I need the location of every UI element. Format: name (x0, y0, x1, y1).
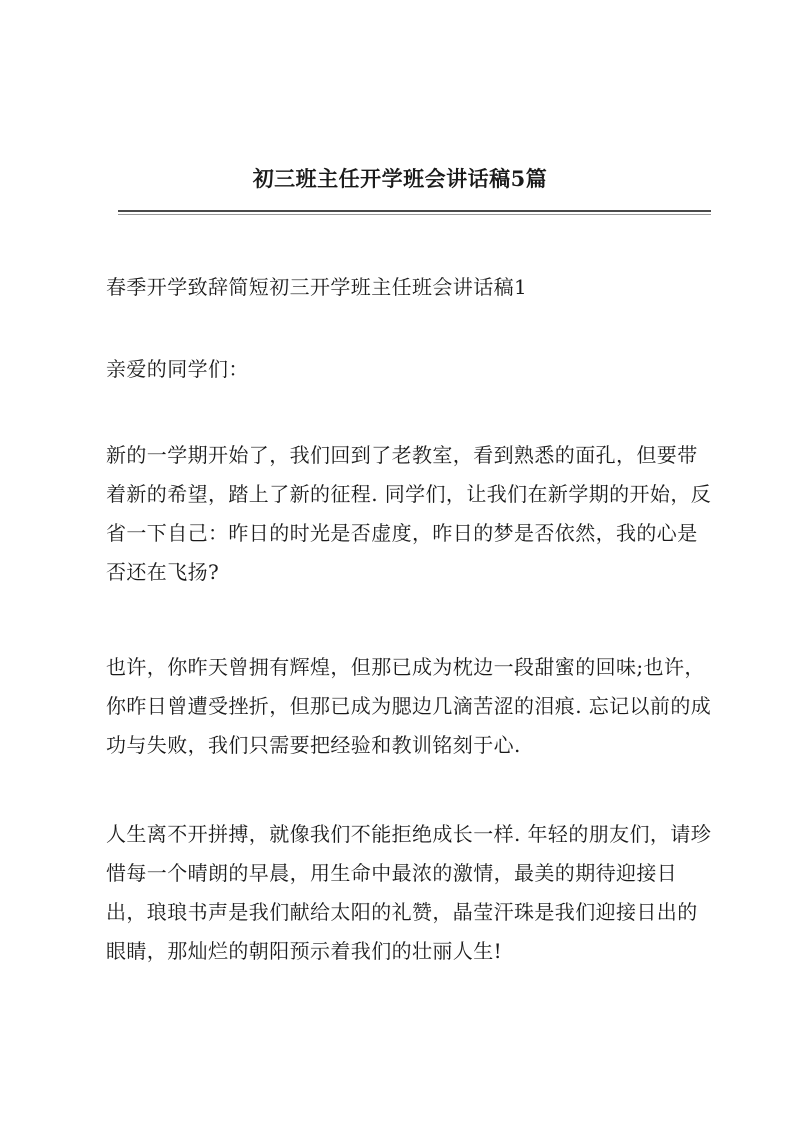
paragraph-1: 新的一学期开始了，我们回到了老教室，看到熟悉的面孔，但要带着新的希望，踏上了新的征程. 同学们，让我们在新学期的开始，反省一下自己：昨日的时光是否虚度，昨日的梦是否依然，我的心是否还在飞扬? (106, 443, 712, 584)
paragraph-2: 也许，你昨天曾拥有辉煌，但那已成为枕边一段甜蜜的回味;也许，你昨日曾遭受挫折，但那已成为腮边几滴苦涩的泪痕. 忘记以前的成功与失败，我们只需要把经验和教训铭刻于心. (106, 655, 712, 757)
paragraph-3: 人生离不开拼搏，就像我们不能拒绝成长一样. 年轻的朋友们，请珍惜每一个晴朗的早晨，用生命中最浓的激情，最美的期待迎接日出，琅琅书声是我们献给太阳的礼赞，晶莹汗珠是我们迎接日出的眼睛，那灿烂的朝阳预示着我们的壮丽人生! (106, 822, 712, 963)
greeting-line: 亲爱的同学们： (106, 357, 249, 381)
section-heading: 春季开学致辞简短初三开学班主任班会讲话稿1 (106, 275, 528, 299)
document-title: 初三班主任开学班会讲话稿5篇 (252, 166, 548, 191)
title-divider (118, 210, 711, 212)
title-divider-thin (118, 214, 711, 215)
